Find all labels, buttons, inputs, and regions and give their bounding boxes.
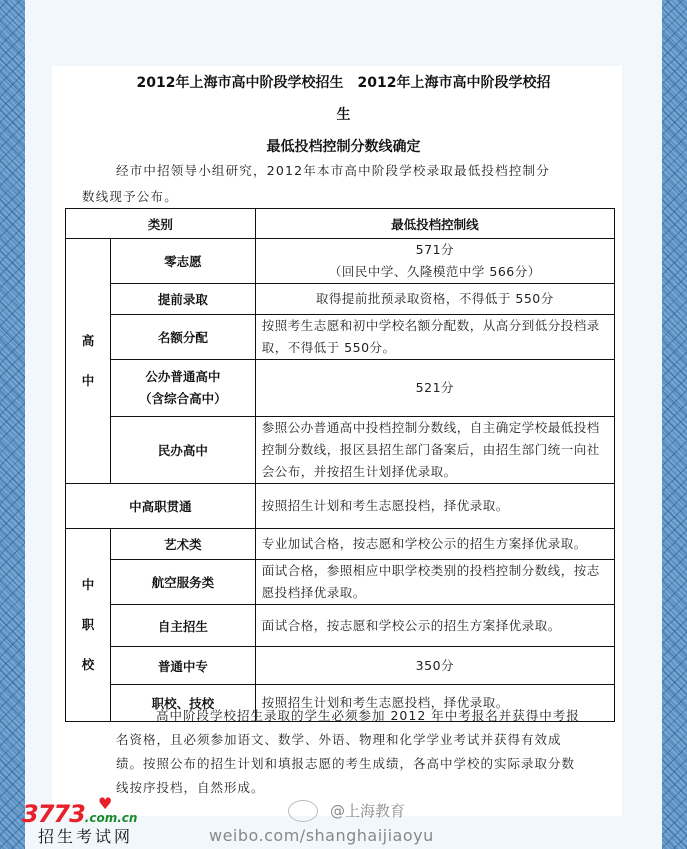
category-cell: 职校、技校 — [110, 685, 255, 722]
decorative-border-right — [662, 0, 687, 849]
value-cell: 面试合格，按志愿和学校公示的招生方案择优录取。 — [255, 605, 614, 647]
table-row — [66, 529, 615, 560]
table-row — [66, 417, 615, 484]
group-label: 中 — [81, 577, 95, 592]
site-logo[interactable] — [22, 800, 137, 828]
group-vocational — [66, 529, 111, 722]
header-score-line: 最低投档控制线 — [255, 209, 614, 239]
value-cell: 350分 — [255, 647, 614, 685]
table-row — [66, 239, 615, 284]
value-line: 571分 — [415, 242, 455, 257]
category-cell: 自主招生 — [110, 605, 255, 647]
value-cell: 参照公办普通高中投档控制分数线，自主确定学校最低投档控制分数线，报区县招生部门备案后，由招生部门统一向社会公布，并按招生计划择优录取。 — [255, 417, 614, 484]
category-cell: 普通中专 — [110, 647, 255, 685]
closing-paragraph: 高中阶段学校招生录取的学生必须参加 2012 年中考报名并获得中考报名资格，且必须参加语文、数学、外语、物理和化学学业考试并获得有效成绩。按照公布的招生计划和填报志愿的考生成绩，各高中学校的实际录取分数线按序投档，自然形成。 — [116, 708, 580, 795]
logo-domain: .com.cn — [84, 811, 138, 825]
logo-site-name: 招生考试网 — [38, 827, 134, 846]
value-cell — [255, 239, 614, 284]
value-cell: 取得提前批预录取资格，不得低于 550分 — [255, 284, 614, 315]
group-label: 职 — [81, 617, 95, 632]
category-line: （含综合高中） — [139, 391, 227, 406]
category-line: 公办普通高中 — [145, 369, 221, 384]
doc-title: 2012年上海市高中阶段学校招生 2012年上海市高中阶段学校招 — [136, 75, 551, 91]
table-row — [66, 484, 615, 529]
group-high-school — [66, 239, 111, 484]
table-row — [66, 315, 615, 360]
value-cell: 按照招生计划和考生志愿投档，择优录取。 — [255, 484, 614, 529]
doc-subtitle: 最低投档控制分数线确定 — [266, 139, 421, 155]
table-row — [66, 647, 615, 685]
table-header-row — [66, 209, 615, 239]
group-label: 校 — [81, 657, 95, 672]
group-label: 高 — [81, 333, 95, 348]
category-cell: 名额分配 — [110, 315, 255, 360]
value-cell: 521分 — [255, 360, 614, 417]
weibo-url: weibo.com/shanghaijiaoyu — [209, 826, 434, 845]
table-row — [66, 560, 615, 605]
table-row — [66, 284, 615, 315]
category-cell — [110, 360, 255, 417]
weibo-logo-icon — [288, 800, 318, 822]
heart-icon: ♥ — [98, 794, 113, 813]
weibo-handle: @上海教育 — [330, 802, 406, 820]
group-label: 中 — [81, 373, 95, 388]
value-cell: 专业加试合格，按志愿和学校公示的招生方案择优录取。 — [255, 529, 614, 560]
category-cell: 艺术类 — [110, 529, 255, 560]
value-line: （回民中学、久隆模范中学 566分） — [328, 264, 541, 279]
value-cell: 按照考生志愿和初中学校名额分配数，从高分到低分投档录取，不得低于 550分。 — [255, 315, 614, 360]
decorative-border-left — [0, 0, 25, 849]
intro-paragraph: 经市中招领导小组研究，2012年本市高中阶段学校录取最低投档控制分数线现予公布。 — [82, 163, 550, 204]
value-cell: 按照招生计划和考生志愿投档，择优录取。 — [255, 685, 614, 722]
table-row — [66, 360, 615, 417]
category-cell: 中高职贯通 — [66, 484, 256, 529]
score-table — [65, 208, 615, 722]
doc-title-continued: 生 — [336, 107, 351, 123]
category-cell: 航空服务类 — [110, 560, 255, 605]
category-cell: 提前录取 — [110, 284, 255, 315]
value-cell: 面试合格，参照相应中职学校类别的投档控制分数线，按志愿投档择优录取。 — [255, 560, 614, 605]
category-cell: 民办高中 — [110, 417, 255, 484]
table-row — [66, 605, 615, 647]
logo-number: 3773 — [22, 800, 85, 828]
category-cell: 零志愿 — [110, 239, 255, 284]
header-category: 类别 — [66, 209, 256, 239]
